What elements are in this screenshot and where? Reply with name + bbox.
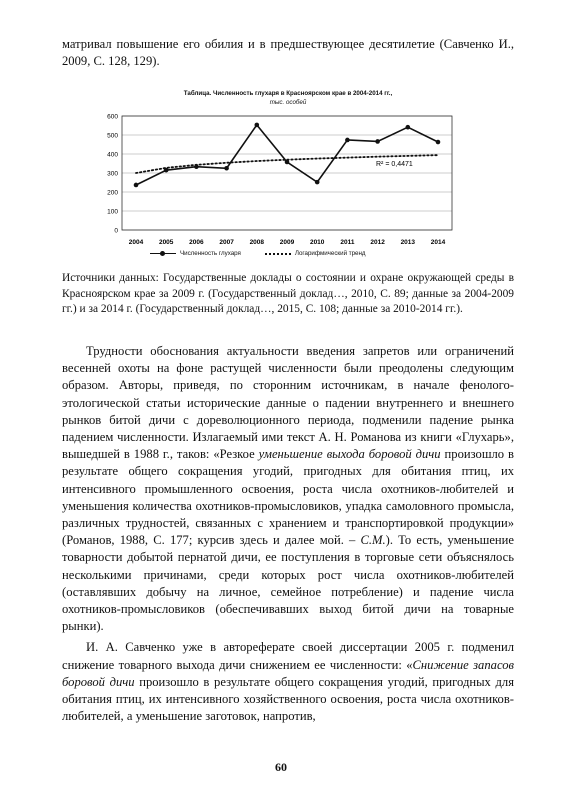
x-tick-label: 2014 xyxy=(430,239,446,246)
paragraph-1-italic-1: уменьшение выхода боровой дичи xyxy=(258,447,441,462)
top-paragraph xyxy=(62,36,514,70)
chart-subtitle: тыс. особей xyxy=(269,99,307,106)
chart-r2-label: R² = 0,4471 xyxy=(376,161,413,168)
legend-series-marker xyxy=(150,253,176,254)
y-tick-label: 200 xyxy=(107,189,118,197)
data-point xyxy=(375,139,380,144)
data-point xyxy=(436,140,441,145)
paragraph-2-part-a: И. А. Савченко уже в автореферате своей диссертации 2005 г. подменил снижение товарного выхода дичи снижением ее численности: « xyxy=(62,640,514,672)
population-line-chart xyxy=(92,108,472,250)
data-point xyxy=(164,168,169,173)
data-point xyxy=(406,125,411,130)
top-paragraph-text: матривал повышение его обилия и в предшествующее десятилетие (Савченко И., 2009, С. 128, 129). xyxy=(62,37,514,69)
y-tick-label: 400 xyxy=(107,151,118,159)
x-tick-label: 2010 xyxy=(309,239,325,246)
x-tick-label: 2008 xyxy=(249,239,265,246)
x-tick-label: 2009 xyxy=(279,239,295,246)
y-tick-label: 500 xyxy=(107,132,118,140)
x-tick-label: 2007 xyxy=(219,239,234,246)
chart-grid xyxy=(122,116,452,230)
chart-legend xyxy=(150,250,480,257)
page-number: 60 xyxy=(275,760,287,774)
y-tick-label: 300 xyxy=(107,170,118,178)
paragraph-1-part-c: ). То есть, уменьшение товарности добытой пернатой дичи, ее поступления в торговые сети объяснялось несколькими причинами, среди которых рост числа охотников-любителей (оставлявших добычу на личное, семейное потребление) и падение числа охотников-промысловиков (обеспечивавших выход битой дичи на товарные рынки). xyxy=(62,533,514,634)
x-tick-label: 2011 xyxy=(340,239,355,246)
data-sources xyxy=(62,271,514,318)
y-tick-label: 600 xyxy=(107,113,118,121)
data-point xyxy=(134,183,139,188)
legend-item-series xyxy=(150,250,241,257)
data-point xyxy=(315,180,320,185)
data-point xyxy=(345,138,350,143)
x-tick-label: 2006 xyxy=(189,239,204,246)
legend-item-trend xyxy=(265,250,366,257)
data-sources-text: Источники данных: Государственные доклады о состоянии и охране окружающей среды в Красноярском крае за 2009 г. (Государственный доклад…, 2010, С. 89; данные за 2004-2009 гг.) и за 2014 г. (Государственный доклад…, 2015, С. 108; данные за 2010-2014 гг.). xyxy=(62,272,514,316)
y-tick-label: 0 xyxy=(114,227,118,235)
legend-trend-label: Логарифмический тренд xyxy=(294,250,366,257)
paragraph-2-italic: Снижение запасов боровой дичи xyxy=(62,657,514,689)
data-point xyxy=(194,164,199,169)
paragraph-1-italic-2: С.М. xyxy=(360,533,386,548)
paragraph-1-part-a: Трудности обоснования актуальности введения запретов или ограничений весенней охоты на фоне растущей численности были преодолены следующим образом. Авторы, приведя, по сторонним источникам, в начале фенолого-этологической статьи исторические данные о падении внутреннего и внешнего рынков битой дичи с дореволюционного периода, подменили падение рынка падением численности. Излагаемый ими текст А. Н. Романова из книги «Глухарь», вышедшей в 1988 г., таков: «Резкое xyxy=(62,344,514,462)
body-text xyxy=(62,343,514,725)
data-point xyxy=(224,166,229,171)
chart-series xyxy=(134,123,441,188)
x-tick-label: 2012 xyxy=(370,239,385,246)
paragraph-2 xyxy=(62,639,514,725)
x-tick-label: 2005 xyxy=(158,239,174,246)
x-tick-label: 2013 xyxy=(400,239,416,246)
chart-y-axis xyxy=(107,114,118,235)
paragraph-1-part-b: произошло в результате общего сокращения угодий, пригодных для обитания птиц, их интенсивного промышленного освоения, роста числа охотников-любителей и уменьшения количества охотников-промысловиков, упадка самоловного промысла, различных трудностей, связанных с хранением и транспортировкой продукции» (Романов, 1988, С. 177; курсив здесь и далее мой. – xyxy=(62,447,514,548)
x-tick-label: 2004 xyxy=(128,239,144,246)
chart-title: Таблица. Численность глухаря в Красноярском крае в 2004-2014 гг., xyxy=(183,90,393,97)
paragraph-1 xyxy=(62,343,514,635)
data-point xyxy=(255,123,260,128)
paragraph-2-part-b: произошло в результате общего сокращения угодий, пригодных для обитания птиц, их интенсивного хозяйственного освоения, роста числа охотников-любителей, а уменьшение заготовок, напротив, xyxy=(62,674,514,724)
data-point xyxy=(285,160,290,165)
legend-series-label: Численность глухаря xyxy=(180,250,241,257)
legend-trend-marker xyxy=(265,253,291,255)
series-line xyxy=(136,125,438,185)
y-tick-label: 100 xyxy=(107,208,118,216)
chart-x-axis xyxy=(129,239,446,246)
